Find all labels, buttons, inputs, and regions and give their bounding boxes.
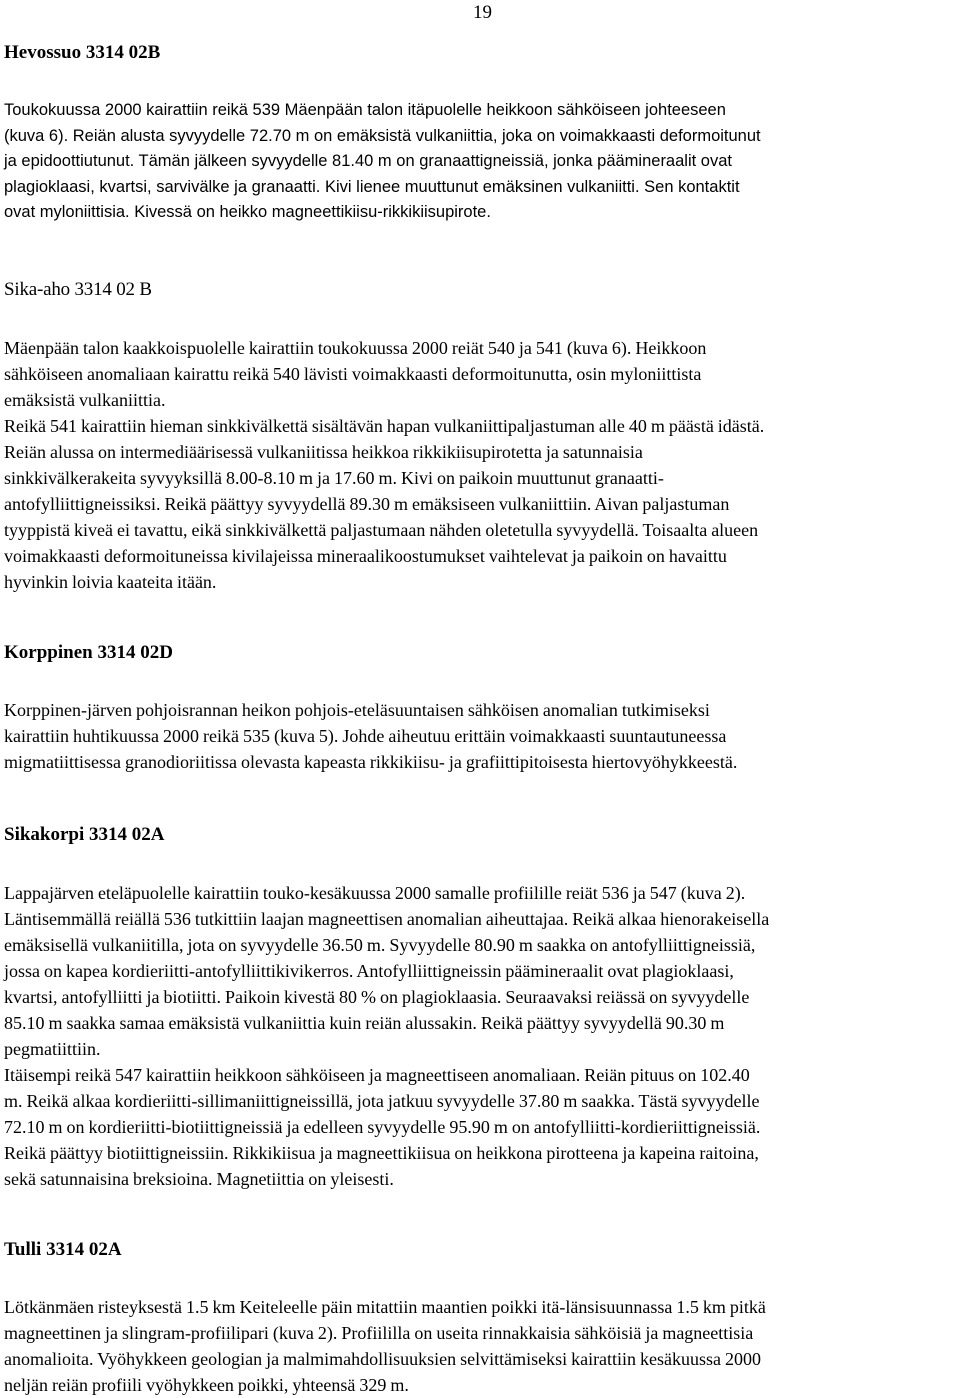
text-line: jossa on kapea kordieriitti-antofylliittikivikerros. Antofylliittigneissin päämineraalit ovat plagioklaasi, <box>4 961 734 981</box>
text-line: ovat myloniittisia. Kivessä on heikko magneettikiisu-rikkikiisupirote. <box>4 203 491 222</box>
section-paragraph-tulli <box>4 1294 956 1398</box>
text-line: tyyppistä kiveä ei tavattu, eikä sinkkivälkettä paljastumaan nähden oletetulla syvyydellä. Toisaalta alueen <box>4 520 759 540</box>
text-line: pegmatiittiin. <box>4 1039 101 1059</box>
text-line: 85.10 m saakka samaa emäksistä vulkaniittia kuin reiän alussakin. Reikä päättyy syvyydellä 90.30 m <box>4 1013 725 1033</box>
text-line: sinkkivälkerakeita syvyyksillä 8.00-8.10 m ja 17.60 m. Kivi on paikoin muuttunut granaatti- <box>4 468 664 488</box>
text-line: Toukokuussa 2000 kairattiin reikä 539 Mäenpään talon itäpuolelle heikkoon sähköiseen johteeseen <box>4 101 726 119</box>
text-line: antofylliittigneissiksi. Reikä päättyy syvyydellä 89.30 m emäksiseen vulkaniittiin. Aivan paljastuman <box>4 494 730 514</box>
text-line: migmatiittisessa granodioriitissa olevasta kapeasta rikkikiisu- ja grafiittipitoisesta hiertovyöhykkeestä. <box>4 752 738 772</box>
text-line: Korppinen-järven pohjoisrannan heikon pohjois-eteläsuuntaisen sähköisen anomalian tutkimiseksi <box>4 700 710 720</box>
text-line: ja epidoottiutunut. Tämän jälkeen syvyydelle 81.40 m on granaattigneissiä, jonka päämineraalit ovat <box>4 152 732 171</box>
section-heading-hevossuo: Hevossuo 3314 02B <box>4 42 161 63</box>
text-line: kairattiin huhtikuussa 2000 reikä 535 (kuva 5). Johde aiheutuu erittäin voimakkaasti suuntautuneessa <box>4 726 727 746</box>
text-line: Lappajärven eteläpuolelle kairattiin touko-kesäkuussa 2000 samalle profiilille reiät 536 ja 547 (kuva 2). <box>4 883 746 903</box>
text-line: m. Reikä alkaa kordieriitti-sillimaniittigneissillä, jota jatkuu syvyydelle 37.80 m saakka. Tästä syvyydelle <box>4 1091 760 1111</box>
section-heading-tulli: Tulli 3314 02A <box>4 1239 122 1260</box>
text-line: 72.10 m on kordieriitti-biotiittigneissiä ja edelleen syvyydelle 95.90 m on antofylliitti-kordieriittigneissiä. <box>4 1117 761 1137</box>
text-line: sekä satunnaisina breksioina. Magnetiittia on yleisesti. <box>4 1169 394 1189</box>
text-line: Reikä 541 kairattiin hieman sinkkivälkettä sisältävän hapan vulkaniittipaljastuman alle 40 m päästä idästä. <box>4 416 765 436</box>
section-paragraph-sikakorpi-1 <box>4 880 956 1062</box>
text-line: voimakkaasti deformoituneissa kivilajeissa mineraalikoostumukset vaihtelevat ja paikoin on havaittu <box>4 546 727 566</box>
text-line: (kuva 6). Reiän alusta syvyydelle 72.70 m on emäksistä vulkaniittia, joka on voimakkaasti deformoitunut <box>4 126 761 145</box>
text-line: Lötkänmäen risteyksestä 1.5 km Keiteleelle päin mitattiin maantien poikki itä-länsisuunnassa 1.5 km pitkä <box>4 1297 766 1317</box>
section-paragraph-korppinen <box>4 697 956 775</box>
text-line: magneettinen ja slingram-profiilipari (kuva 2). Profiililla on useita rinnakkaisia sähköisiä ja magneettisia <box>4 1323 754 1343</box>
section-paragraph-hevossuo <box>4 98 956 226</box>
text-line: Itäisempi reikä 547 kairattiin heikkoon sähköiseen ja magneettiseen anomaliaan. Reiän pituus on 102.40 <box>4 1065 750 1085</box>
text-line: kvartsi, antofylliitti ja biotiitti. Paikoin kivestä 80 % on plagioklaasia. Seuraavaksi reiässä on syvyydelle <box>4 987 750 1007</box>
text-line: Mäenpään talon kaakkoispuolelle kairattiin toukokuussa 2000 reiät 540 ja 541 (kuva 6). Heikkoon <box>4 338 707 358</box>
text-line: Reikä päättyy biotiittigneissiin. Rikkikiisua ja magneettikiisua on heikkona pirotteena ja kapeina raitoina, <box>4 1143 759 1163</box>
text-line: Reiän alussa on intermediäärisessä vulkaniitissa heikkoa rikkikiisupirotetta ja satunnaisia <box>4 442 643 462</box>
text-line: Läntisemmällä reiällä 536 tutkittiin laajan magneettisen anomalian aiheuttajaa. Reikä alkaa hienorakeisella <box>4 909 770 929</box>
text-line: emäksisellä vulkaniitilla, jota on syvyydelle 36.50 m. Syvyydelle 80.90 m saakka on antofylliittigneissiä, <box>4 935 756 955</box>
section-paragraph-sika-aho-2 <box>4 413 956 595</box>
section-paragraph-sikakorpi-2 <box>4 1062 956 1192</box>
text-line: anomalioita. Vyöhykkeen geologian ja malmimahdollisuuksien selvittämiseksi kairattiin kesäkuussa 2000 <box>4 1349 762 1369</box>
text-line: emäksistä vulkaniittia. <box>4 390 166 410</box>
section-paragraph-sika-aho-1 <box>4 335 956 413</box>
section-heading-sika-aho: Sika-aho 3314 02 B <box>4 279 152 300</box>
section-heading-korppinen: Korppinen 3314 02D <box>4 642 173 663</box>
text-line: hyvinkin loivia kaateita itään. <box>4 572 217 592</box>
page-number: 19 <box>473 2 492 23</box>
text-line: neljän reiän profiili vyöhykkeen poikki, yhteensä 329 m. <box>4 1375 409 1395</box>
section-heading-sikakorpi: Sikakorpi 3314 02A <box>4 824 165 845</box>
text-line: sähköiseen anomaliaan kairattu reikä 540 lävisti voimakkaasti deformoitunutta, osin myloniittista <box>4 364 702 384</box>
text-line: plagioklaasi, kvartsi, sarvivälke ja granaatti. Kivi lienee muuttunut emäksinen vulkaniitti. Sen kontaktit <box>4 177 740 196</box>
